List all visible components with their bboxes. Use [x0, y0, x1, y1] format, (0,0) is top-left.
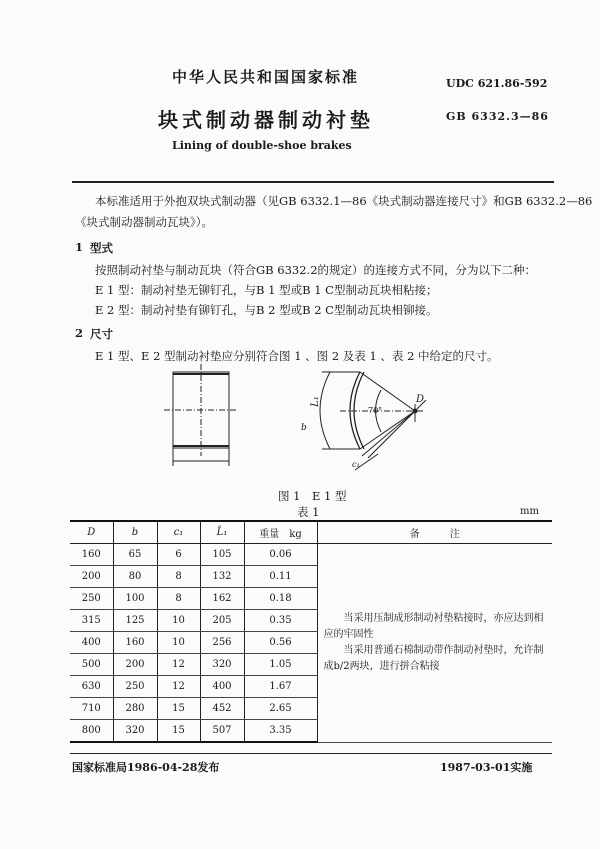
col-L1: L̂₁: [200, 521, 244, 544]
cell: 15: [157, 720, 200, 743]
footer-rule: [70, 753, 552, 754]
cell: 0.11: [244, 566, 317, 588]
cell: 280: [113, 698, 157, 720]
cell: 400: [70, 632, 113, 654]
label-b: b: [301, 423, 307, 433]
intro-line-1: 本标准适用于外抱双块式制动器（见GB 6332.1—86《块式制动器连接尺寸》和GB 6332.2—86: [95, 194, 593, 208]
col-weight: 重量 kg: [244, 521, 317, 544]
cell: 256: [200, 632, 244, 654]
col-notes: 备 注: [317, 521, 552, 544]
section-1-title: 型式: [90, 241, 113, 255]
label-D: D: [416, 394, 425, 405]
cell: 400: [200, 676, 244, 698]
label-L1: L₁: [309, 396, 321, 407]
document-title: 块式制动器制动衬垫: [158, 108, 374, 132]
cell: 0.35: [244, 610, 317, 632]
cell: 320: [113, 720, 157, 743]
cell: 80: [113, 566, 157, 588]
table-header-row: [70, 521, 552, 544]
cell: 8: [157, 566, 200, 588]
cell: 15: [157, 698, 200, 720]
effective-date: 1987-03-01实施: [440, 761, 533, 774]
intro-line-2: 《块式制动器制动瓦块》）。: [75, 215, 213, 229]
col-b: b: [113, 521, 157, 544]
cell: 160: [70, 544, 113, 566]
notes-cell: [317, 544, 552, 743]
label-c1: c₁: [352, 460, 360, 469]
dimensions-table: [70, 521, 552, 743]
cell: 105: [200, 544, 244, 566]
cell: 2.65: [244, 698, 317, 720]
cell: 10: [157, 632, 200, 654]
cell: 0.18: [244, 588, 317, 610]
cell: 630: [70, 676, 113, 698]
cell: 3.35: [244, 720, 317, 743]
cell: 250: [70, 588, 113, 610]
issuing-org: 中华人民共和国国家标准: [172, 68, 360, 86]
cell: 100: [113, 588, 157, 610]
cell: 200: [70, 566, 113, 588]
cell: 452: [200, 698, 244, 720]
table-unit: mm: [520, 506, 539, 517]
issue-date: 国家标准局1986-04-28发布: [72, 761, 220, 774]
cell: 65: [113, 544, 157, 566]
cell: 8: [157, 588, 200, 610]
cell: 6: [157, 544, 200, 566]
cell: 162: [200, 588, 244, 610]
cell: 500: [70, 654, 113, 676]
cell: 10: [157, 610, 200, 632]
note-1: 当采用压制成形制动衬垫粘接时，亦应达到相应的牢固性: [323, 612, 544, 640]
col-D: D: [70, 521, 113, 544]
section-2-line: E 1 型、E 2 型制动衬垫应分别符合图 1 、图 2 及表 1 、表 2 中给定的尺寸。: [95, 349, 499, 363]
cell: 200: [113, 654, 157, 676]
cell: 315: [70, 610, 113, 632]
cell: 160: [113, 632, 157, 654]
cell: 12: [157, 654, 200, 676]
section-1-line: 按照制动衬垫与制动瓦块（符合GB 6332.2的规定）的连接方式不同，分为以下二种：: [95, 263, 537, 277]
cell: 0.56: [244, 632, 317, 654]
section-1-line: E 2 型：制动衬垫有铆钉孔，与B 2 型或B 2 C型制动瓦块相铆接。: [95, 303, 438, 317]
cell: 132: [200, 566, 244, 588]
header-rule: [72, 181, 554, 183]
cell: 507: [200, 720, 244, 743]
table-caption: 表 1: [297, 505, 320, 519]
note-2: 当采用普通石棉制动带作制动衬垫时，允许制成b/2两块，进行拼合粘接: [323, 644, 544, 672]
figure-caption: 图 1 E 1 型: [278, 489, 347, 503]
cell: 320: [200, 654, 244, 676]
cell: 12: [157, 676, 200, 698]
english-title: Lining of double-shoe brakes: [172, 139, 352, 152]
cell: 125: [113, 610, 157, 632]
label-angle: 70°: [368, 406, 383, 415]
section-1-number: 1: [75, 240, 84, 254]
cell: 1.05: [244, 654, 317, 676]
section-1-line: E 1 型：制动衬垫无铆钉孔，与B 1 型或B 1 C型制动瓦块相粘接；: [95, 283, 438, 297]
section-2-title: 尺寸: [90, 327, 113, 341]
col-c1: c₁: [157, 521, 200, 544]
cell: 250: [113, 676, 157, 698]
cell: 205: [200, 610, 244, 632]
cell: 0.06: [244, 544, 317, 566]
cell: 710: [70, 698, 113, 720]
cell: 1.67: [244, 676, 317, 698]
section-2-number: 2: [75, 326, 84, 340]
udc-code: UDC 621.86-592: [446, 77, 548, 90]
table-row: [70, 544, 552, 566]
figure-1-drawing: [150, 360, 450, 490]
standard-code: GB 6332.3—86: [446, 110, 549, 123]
cell: 800: [70, 720, 113, 743]
